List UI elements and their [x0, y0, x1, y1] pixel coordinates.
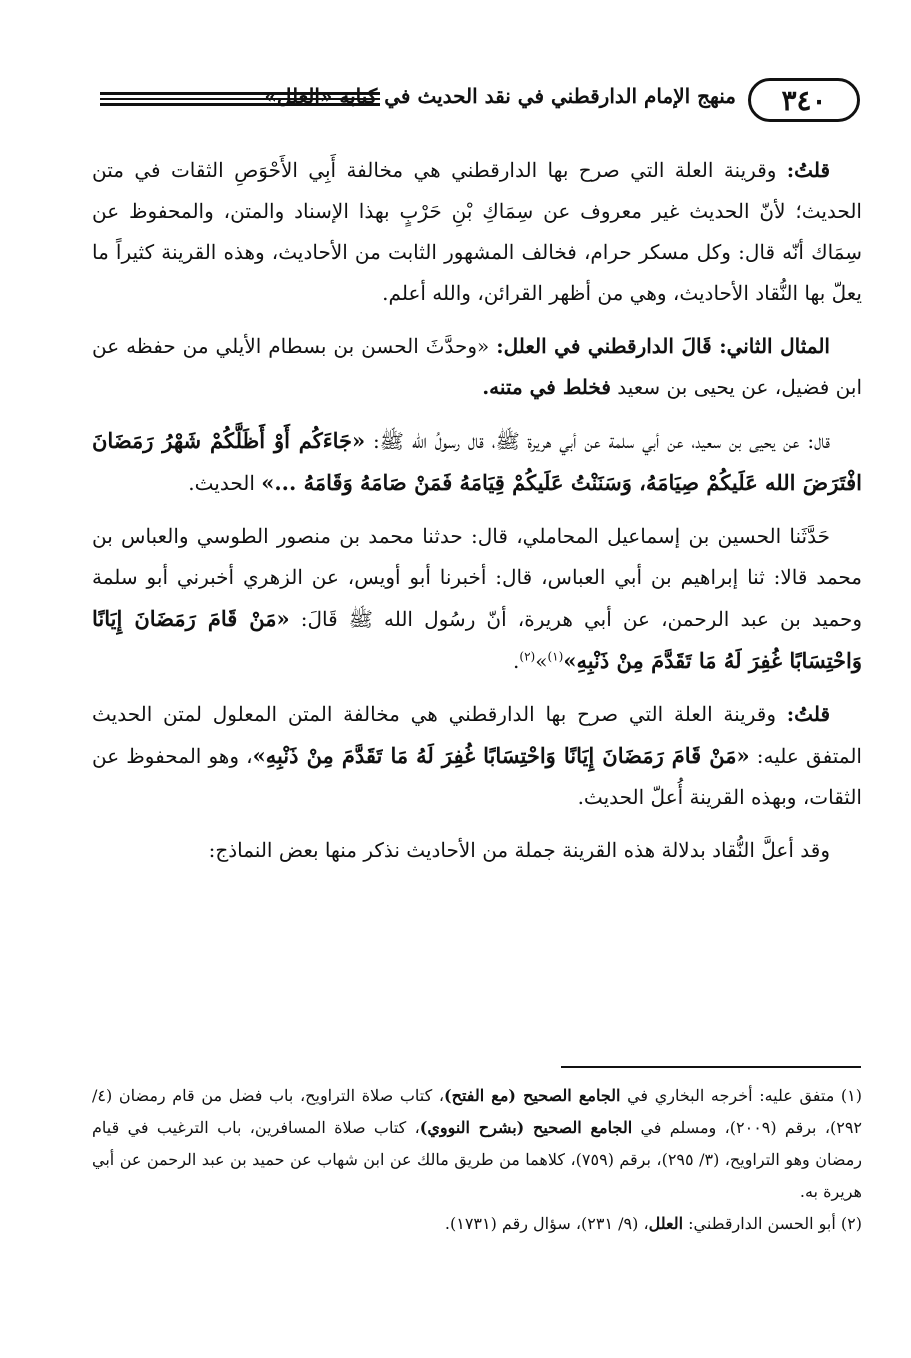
- paragraph-text: قال: عن يحيى بن سعيد، عن أبي سلمة عن أبي هريرة ﷺ، قال رسولُ الله ﷺ:: [365, 429, 830, 453]
- paragraph-6: [92, 830, 862, 871]
- page-number: ٣٤٠: [748, 78, 860, 122]
- paragraph-text: الحديث.: [188, 471, 262, 495]
- paragraph-text: وقرينة العلة التي صرح بها الدارقطني هي مخالفة المتن المعلول لمتن الحديث المتفق عليه:: [92, 702, 862, 768]
- paragraph-text: .: [513, 649, 520, 673]
- paragraph-lead: المثال الثاني: قَالَ الدارقطني في العلل:: [496, 334, 830, 358]
- footnote-2: [92, 1208, 862, 1240]
- paragraph-text: وقد أعلَّ النُّقاد بدلالة هذه القرينة جملة من الأحاديث نذكر منها بعض النماذج:: [208, 838, 830, 862]
- paragraph-text: ، وهو المحفوظ عن الثقات، وبهذه القرينة أُعلّ الحديث.: [92, 744, 862, 809]
- paragraph-5: [92, 694, 862, 818]
- main-text: [92, 150, 862, 871]
- footnote-divider: [561, 1066, 861, 1068]
- paragraph-lead: قلتُ:: [786, 158, 830, 182]
- footnotes: [92, 1080, 862, 1240]
- paragraph-3: [92, 420, 862, 504]
- footnote-text: (٢) أبو الحسن الدارقطني:: [683, 1214, 862, 1233]
- page-header: [100, 78, 860, 124]
- book-title: الجامع الصحيح (مع الفتح): [444, 1086, 621, 1105]
- quote-close: »: [535, 649, 548, 673]
- paragraph-text: وقرينة العلة التي صرح بها الدارقطني هي مخالفة أَبِي الأَحْوَصِ الثقات في متن الحديث؛ لأنّ الحديث غير معروف عن سِمَاكِ بْنِ حَرْبٍ بهذا الإسناد والمتن، والمحفوظ عن سِمَاك أنّه قال: وكل مسكر حرام، فخالف المشهور الثابت من الأحاديث، وهذه القرينة كثيراً ما يعلّ بها النُّقاد الأحاديث، وهي من أظهر القرائن، والله أعلم.: [92, 158, 862, 305]
- paragraph-text: حَدَّثَنا الحسين بن إسماعيل المحاملي، قال: حدثنا محمد بن منصور الطوسي والعباس بن محمد قالا: ثنا إبراهيم بن أبي العباس، قال: أخبرنا أبو أويس، عن الزهري أخبرني أبو سلمة وحميد بن عبد الرحمن، عن أبي هريرة، أنّ رسُول الله ﷺ قَالَ:: [92, 524, 862, 631]
- paragraph-text: «وحدَّثَ الحسن بن بسطام الأيلي من حفظه عن ابن فضيل، عن يحيى بن سعيد: [92, 334, 862, 399]
- header-rule: [100, 92, 380, 106]
- hadith-quote: «مَنْ قَامَ رَمَضَانَ إِيَانًا وَاحْتِسَابًا غُفِرَ لَهُ مَا تَقَدَّمَ مِنْ ذَنْبِهِ»: [252, 743, 750, 768]
- footnote-1: [92, 1080, 862, 1208]
- paragraph-2: [92, 326, 862, 408]
- footnote-text: ، كتاب صلاة المسافرين، باب الترغيب في قيام رمضان وهو التراويح، (٣/ ٢٩٥)، برقم (٧٥٩)، كلاهما من طريق مالك عن ابن شهاب عن حميد بن عبد الرحمن عن أبي هريرة به.: [92, 1118, 862, 1201]
- book-title: العلل: [648, 1214, 684, 1233]
- footnote-text: (١) متفق عليه: أخرجه البخاري في: [620, 1086, 863, 1105]
- paragraph-emphasis: فخلط في متنه.: [482, 375, 611, 399]
- footnote-ref-1[interactable]: (١): [547, 649, 564, 664]
- running-title: منهج الإمام الدارقطني في نقد الحديث في كتابه «العلل»: [264, 84, 736, 108]
- footnote-ref-2[interactable]: (٢): [519, 649, 536, 664]
- footnote-text: ، كتاب صلاة التراويح، باب فضل من قام رمضان (٤/ ٢٩٢)، برقم (٢٠٠٩)، ومسلم في: [92, 1086, 863, 1137]
- hadith-quote: «مَنْ قَامَ رَمَضَانَ إِيَانًا وَاحْتِسَابًا غُفِرَ لَهُ مَا تَقَدَّمَ مِنْ ذَنْبِهِ»: [92, 606, 862, 673]
- book-title: الجامع الصحيح (بشرح النووي): [419, 1118, 633, 1137]
- paragraph-1: [92, 150, 862, 314]
- footnote-text: ، (٩/ ٢٣١)، سؤال رقم (١٧٣١).: [444, 1214, 649, 1233]
- paragraph-4: [92, 516, 862, 682]
- paragraph-lead: قلتُ:: [786, 702, 830, 726]
- hadith-quote: «جَاءَكُم أَوْ أَظَلَّكُمْ شَهْرُ رَمَضَانَ افْتَرَضَ الله عَلَيكُمْ صِيَامَهُ، وَسَنَنْتُ عَلَيكُمْ قِيَامَهُ فَمَنْ صَامَهُ وَقَامَهُ ...»: [92, 428, 862, 495]
